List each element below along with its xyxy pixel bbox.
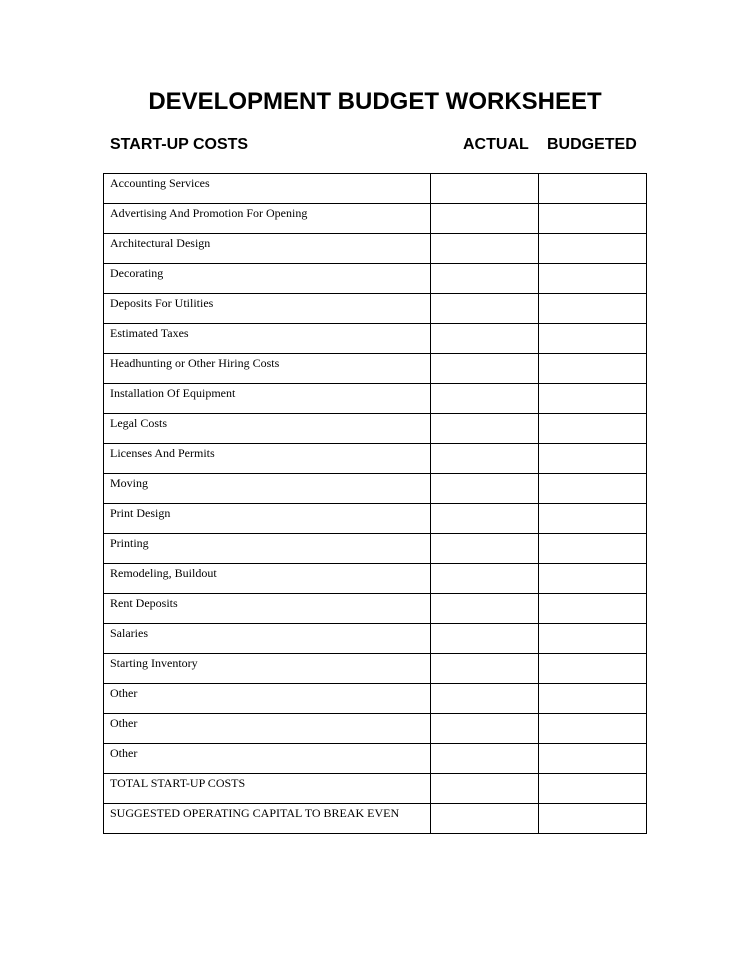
budget-worksheet-table [103,173,647,834]
cost-item-label: Print Design [104,504,431,534]
budgeted-amount-cell[interactable] [538,474,646,504]
actual-amount-cell[interactable] [430,534,538,564]
actual-amount-cell[interactable] [430,174,538,204]
table-row [104,294,647,324]
table-row [104,324,647,354]
cost-item-label: Decorating [104,264,431,294]
actual-amount-cell[interactable] [430,444,538,474]
budgeted-amount-cell[interactable] [538,744,646,774]
cost-item-label: Accounting Services [104,174,431,204]
budgeted-amount-cell[interactable] [538,444,646,474]
actual-amount-cell[interactable] [430,594,538,624]
budgeted-amount-cell[interactable] [538,594,646,624]
table-row [104,774,647,804]
actual-amount-cell[interactable] [430,804,538,834]
actual-amount-cell[interactable] [430,774,538,804]
cost-item-label: Printing [104,534,431,564]
budgeted-amount-cell[interactable] [538,414,646,444]
cost-item-label: SUGGESTED OPERATING CAPITAL TO BREAK EVEN [104,804,431,834]
actual-amount-cell[interactable] [430,414,538,444]
cost-item-label: Installation Of Equipment [104,384,431,414]
actual-amount-cell[interactable] [430,234,538,264]
worksheet-body [104,174,647,834]
cost-item-label: Headhunting or Other Hiring Costs [104,354,431,384]
budgeted-amount-cell[interactable] [538,654,646,684]
table-row [104,684,647,714]
table-row [104,654,647,684]
budgeted-amount-cell[interactable] [538,324,646,354]
cost-item-label: TOTAL START-UP COSTS [104,774,431,804]
budgeted-amount-cell[interactable] [538,504,646,534]
budgeted-amount-cell[interactable] [538,384,646,414]
actual-amount-cell[interactable] [430,564,538,594]
table-row [104,174,647,204]
cost-item-label: Advertising And Promotion For Opening [104,204,431,234]
table-row [104,474,647,504]
page-title: DEVELOPMENT BUDGET WORKSHEET [148,88,602,115]
budgeted-amount-cell[interactable] [538,204,646,234]
table-row [104,204,647,234]
column-heading-actual: ACTUAL [463,136,529,153]
actual-amount-cell[interactable] [430,264,538,294]
section-heading-start-up-costs: START-UP COSTS [110,136,249,153]
budgeted-amount-cell[interactable] [538,564,646,594]
table-row [104,744,647,774]
actual-amount-cell[interactable] [430,354,538,384]
budgeted-amount-cell[interactable] [538,174,646,204]
budgeted-amount-cell[interactable] [538,714,646,744]
table-row [104,384,647,414]
budgeted-amount-cell[interactable] [538,534,646,564]
table-row [104,234,647,264]
actual-amount-cell[interactable] [430,474,538,504]
table-row [104,564,647,594]
cost-item-label: Architectural Design [104,234,431,264]
table-row [104,444,647,474]
budgeted-amount-cell[interactable] [538,234,646,264]
actual-amount-cell[interactable] [430,324,538,354]
cost-item-label: Estimated Taxes [104,324,431,354]
cost-item-label: Salaries [104,624,431,654]
table-row [104,714,647,744]
cost-item-label: Moving [104,474,431,504]
cost-item-label: Legal Costs [104,414,431,444]
cost-item-label: Remodeling, Buildout [104,564,431,594]
table-row [104,414,647,444]
cost-item-label: Other [104,684,431,714]
actual-amount-cell[interactable] [430,504,538,534]
table-row [104,804,647,834]
cost-item-label: Rent Deposits [104,594,431,624]
table-row [104,354,647,384]
cost-item-label: Deposits For Utilities [104,294,431,324]
actual-amount-cell[interactable] [430,204,538,234]
column-heading-budgeted: BUDGETED [547,136,637,153]
budgeted-amount-cell[interactable] [538,774,646,804]
table-row [104,624,647,654]
budgeted-amount-cell[interactable] [538,684,646,714]
actual-amount-cell[interactable] [430,744,538,774]
table-row [104,504,647,534]
cost-item-label: Other [104,744,431,774]
table-row [104,534,647,564]
table-row [104,594,647,624]
actual-amount-cell[interactable] [430,294,538,324]
actual-amount-cell[interactable] [430,624,538,654]
cost-item-label: Starting Inventory [104,654,431,684]
actual-amount-cell[interactable] [430,384,538,414]
cost-item-label: Other [104,714,431,744]
budgeted-amount-cell[interactable] [538,294,646,324]
budgeted-amount-cell[interactable] [538,264,646,294]
actual-amount-cell[interactable] [430,714,538,744]
cost-item-label: Licenses And Permits [104,444,431,474]
actual-amount-cell[interactable] [430,684,538,714]
budgeted-amount-cell[interactable] [538,354,646,384]
table-row [104,264,647,294]
budgeted-amount-cell[interactable] [538,804,646,834]
actual-amount-cell[interactable] [430,654,538,684]
budgeted-amount-cell[interactable] [538,624,646,654]
